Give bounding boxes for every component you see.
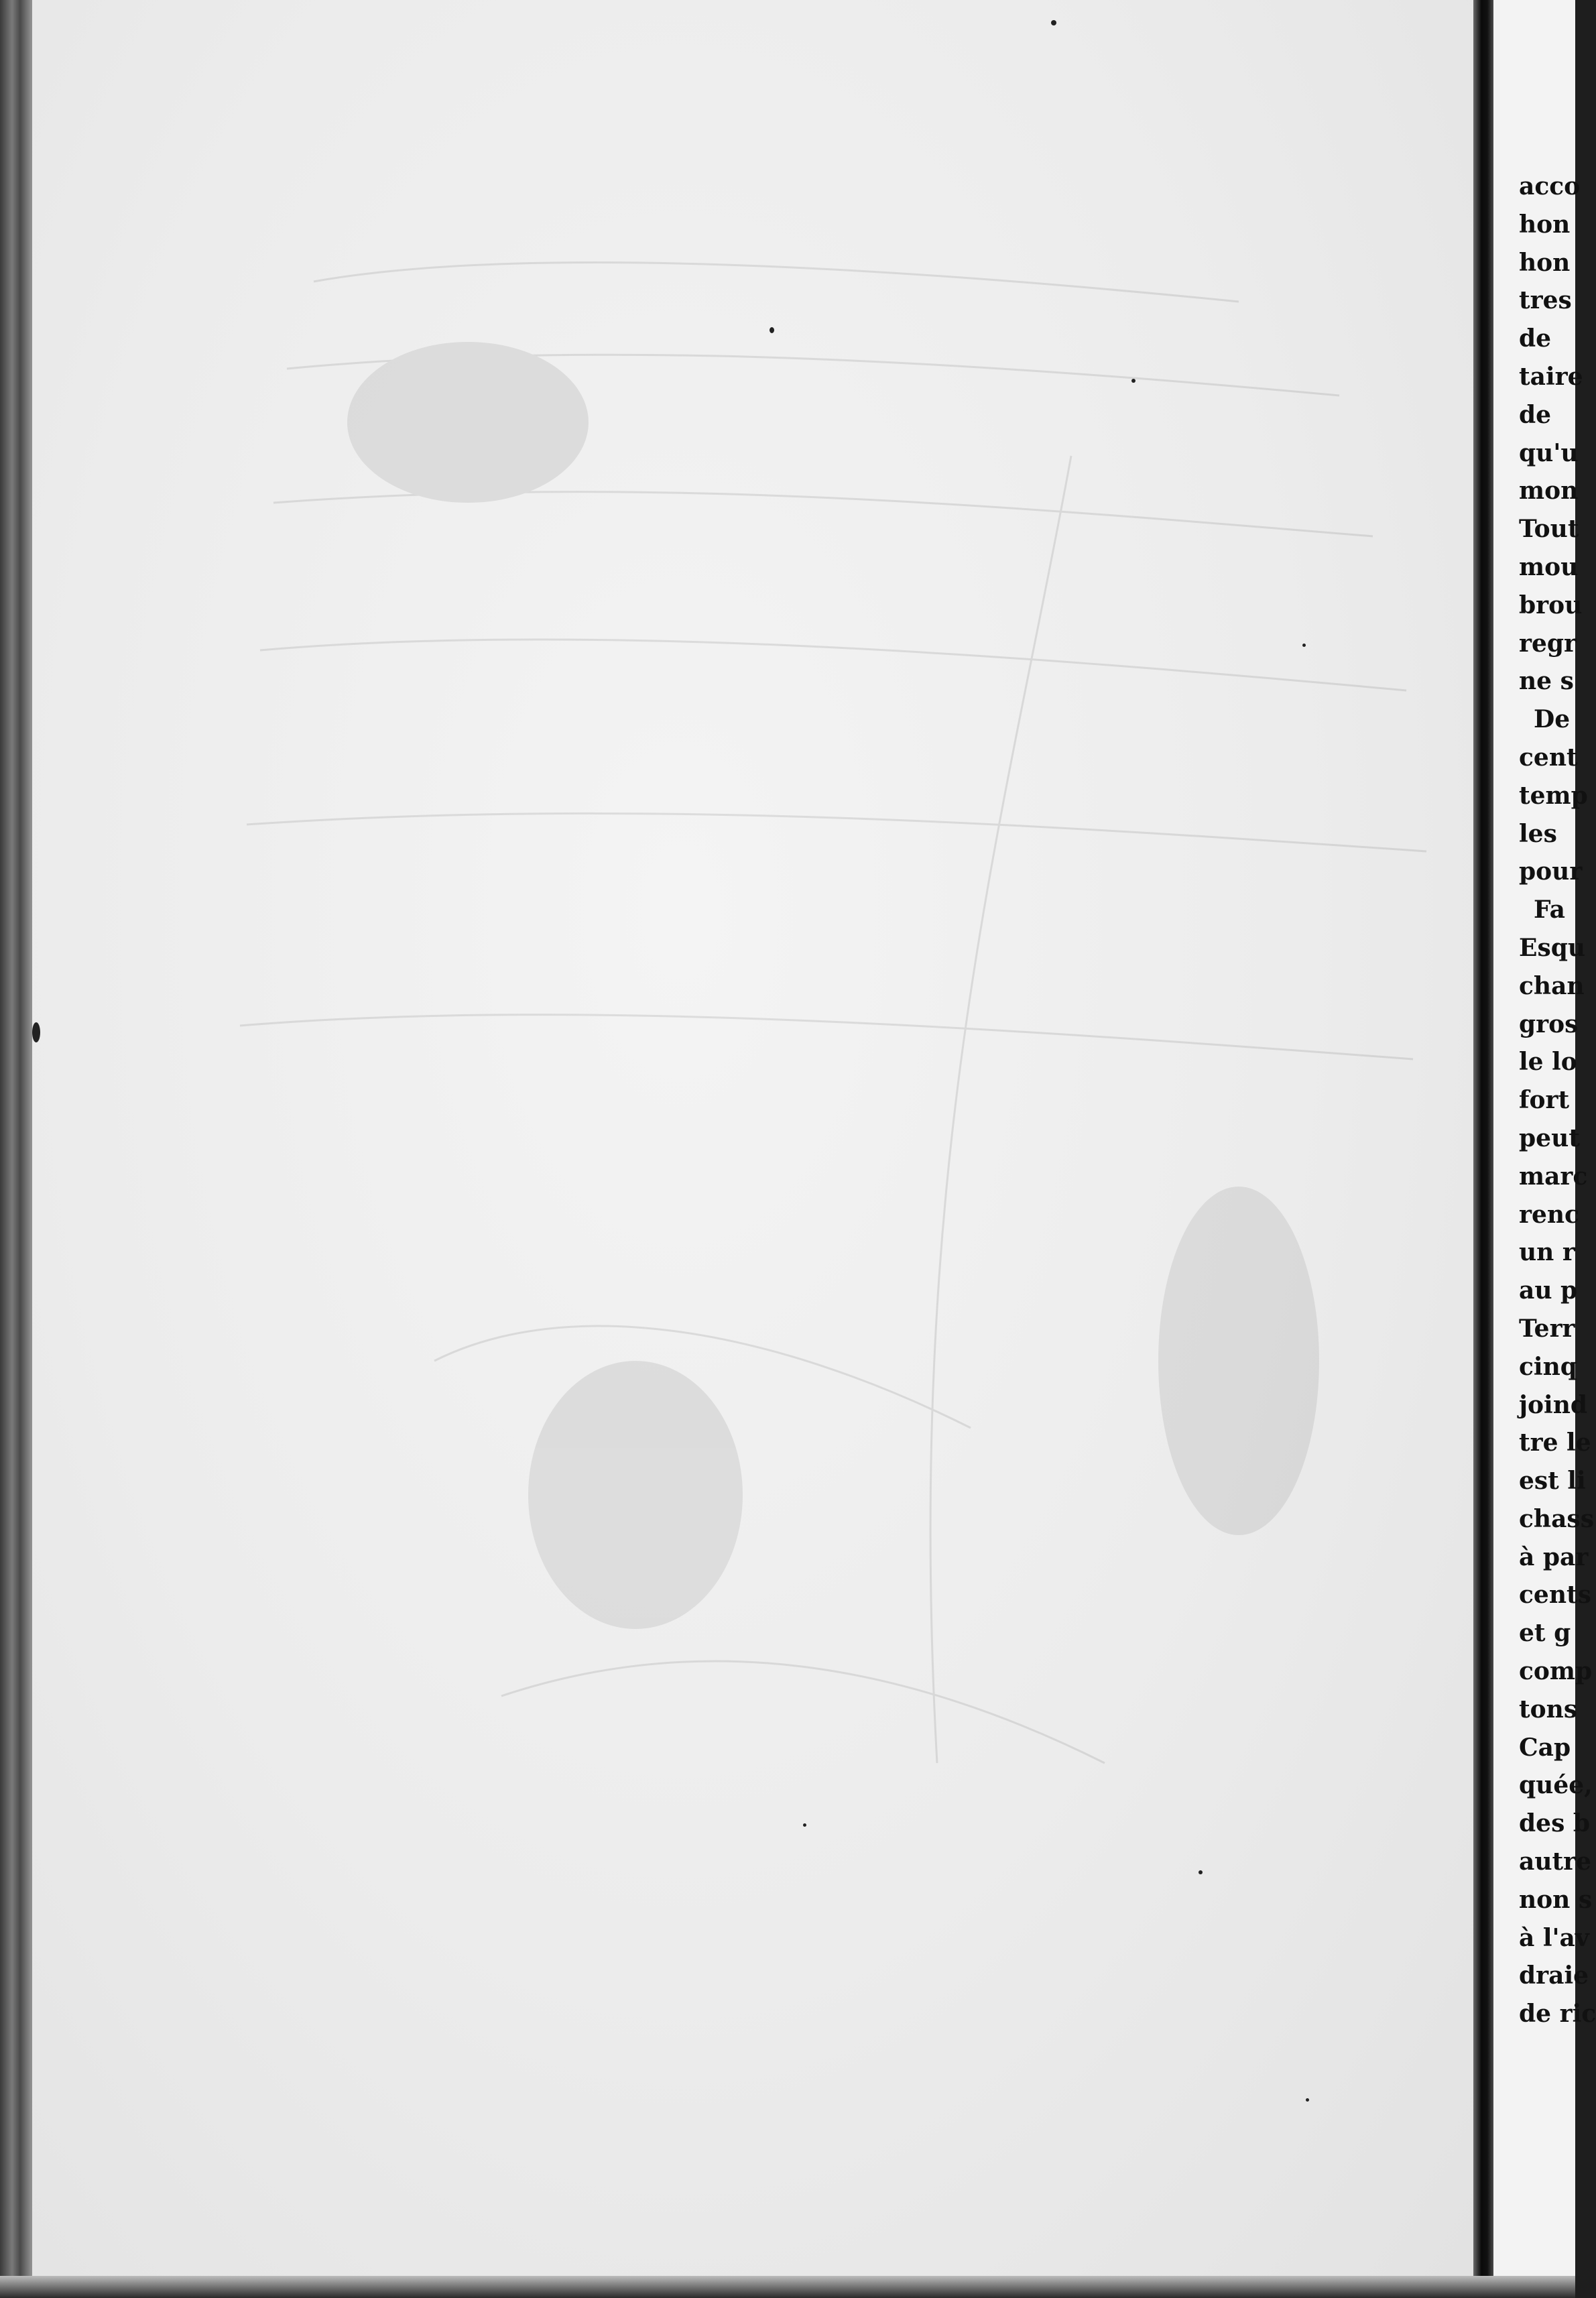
text-line: cent <box>1519 743 1578 772</box>
ink-speck <box>770 327 774 333</box>
text-line: Fa <box>1534 896 1565 924</box>
ink-speck <box>32 1022 40 1042</box>
text-line: est li <box>1519 1467 1586 1496</box>
ink-speck <box>1306 2098 1309 2102</box>
text-line: au p <box>1519 1276 1578 1305</box>
text-line: les <box>1519 819 1557 848</box>
text-line: de ric <box>1519 2000 1596 2029</box>
text-line: ne s <box>1519 667 1574 696</box>
text-line: renc <box>1519 1200 1579 1229</box>
text-line: à par <box>1519 1543 1589 1571</box>
text-line: temp <box>1519 781 1588 810</box>
text-line: tons <box>1519 1695 1578 1723</box>
text-line: pour <box>1519 857 1583 886</box>
text-line: chass <box>1519 1504 1594 1533</box>
bleed-through-illustration <box>233 221 1440 2098</box>
text-line: Cap <box>1519 1733 1571 1762</box>
text-line: fort <box>1519 1086 1570 1115</box>
text-line: Esqu <box>1519 933 1586 962</box>
ink-speck <box>803 1823 806 1827</box>
text-line: et g <box>1519 1619 1571 1648</box>
ink-speck <box>1051 20 1056 25</box>
text-line: taire <box>1519 362 1583 391</box>
text-line: des b <box>1519 1809 1591 1838</box>
text-line: gros <box>1519 1010 1579 1038</box>
text-line: à l'av <box>1519 1923 1589 1952</box>
text-line: hon <box>1519 210 1571 239</box>
text-line: le lo <box>1519 1048 1577 1077</box>
ink-speck <box>1131 379 1135 383</box>
text-line: mou <box>1519 552 1579 581</box>
text-line: cents <box>1519 1581 1591 1610</box>
page-bottom-edge <box>0 2276 1575 2298</box>
text-line: autre <box>1519 1848 1591 1876</box>
text-line: draie <box>1519 1961 1589 1990</box>
ink-speck <box>1302 644 1306 647</box>
right-text-page <box>1493 0 1596 2279</box>
text-line: non s <box>1519 1885 1593 1914</box>
text-line: tre le <box>1519 1429 1591 1457</box>
text-line: Tout <box>1519 515 1579 544</box>
text-line: de <box>1519 324 1552 353</box>
left-blank-page <box>32 0 1475 2279</box>
text-line: Terr <box>1519 1314 1575 1343</box>
ink-speck <box>1199 1870 1203 1874</box>
text-line: chan <box>1519 971 1585 1000</box>
text-line: regr <box>1519 629 1577 658</box>
text-line: joind <box>1519 1390 1588 1419</box>
book-gutter <box>1473 0 1493 2298</box>
text-line: tres <box>1519 286 1572 315</box>
text-line: quée, <box>1519 1771 1593 1800</box>
text-line: marc <box>1519 1162 1588 1191</box>
text-line: un r <box>1519 1238 1575 1267</box>
text-line: hon <box>1519 248 1571 277</box>
text-line: qu'u <box>1519 438 1579 467</box>
text-line: mon <box>1519 477 1579 505</box>
text-line: acco <box>1519 172 1581 200</box>
text-line: comp <box>1519 1657 1593 1686</box>
text-line: brou <box>1519 591 1583 619</box>
text-column <box>1519 168 1596 2033</box>
text-line: De <box>1534 705 1571 734</box>
text-line: peut <box>1519 1124 1580 1152</box>
text-line: de <box>1519 400 1552 429</box>
text-line: cinq <box>1519 1352 1577 1381</box>
